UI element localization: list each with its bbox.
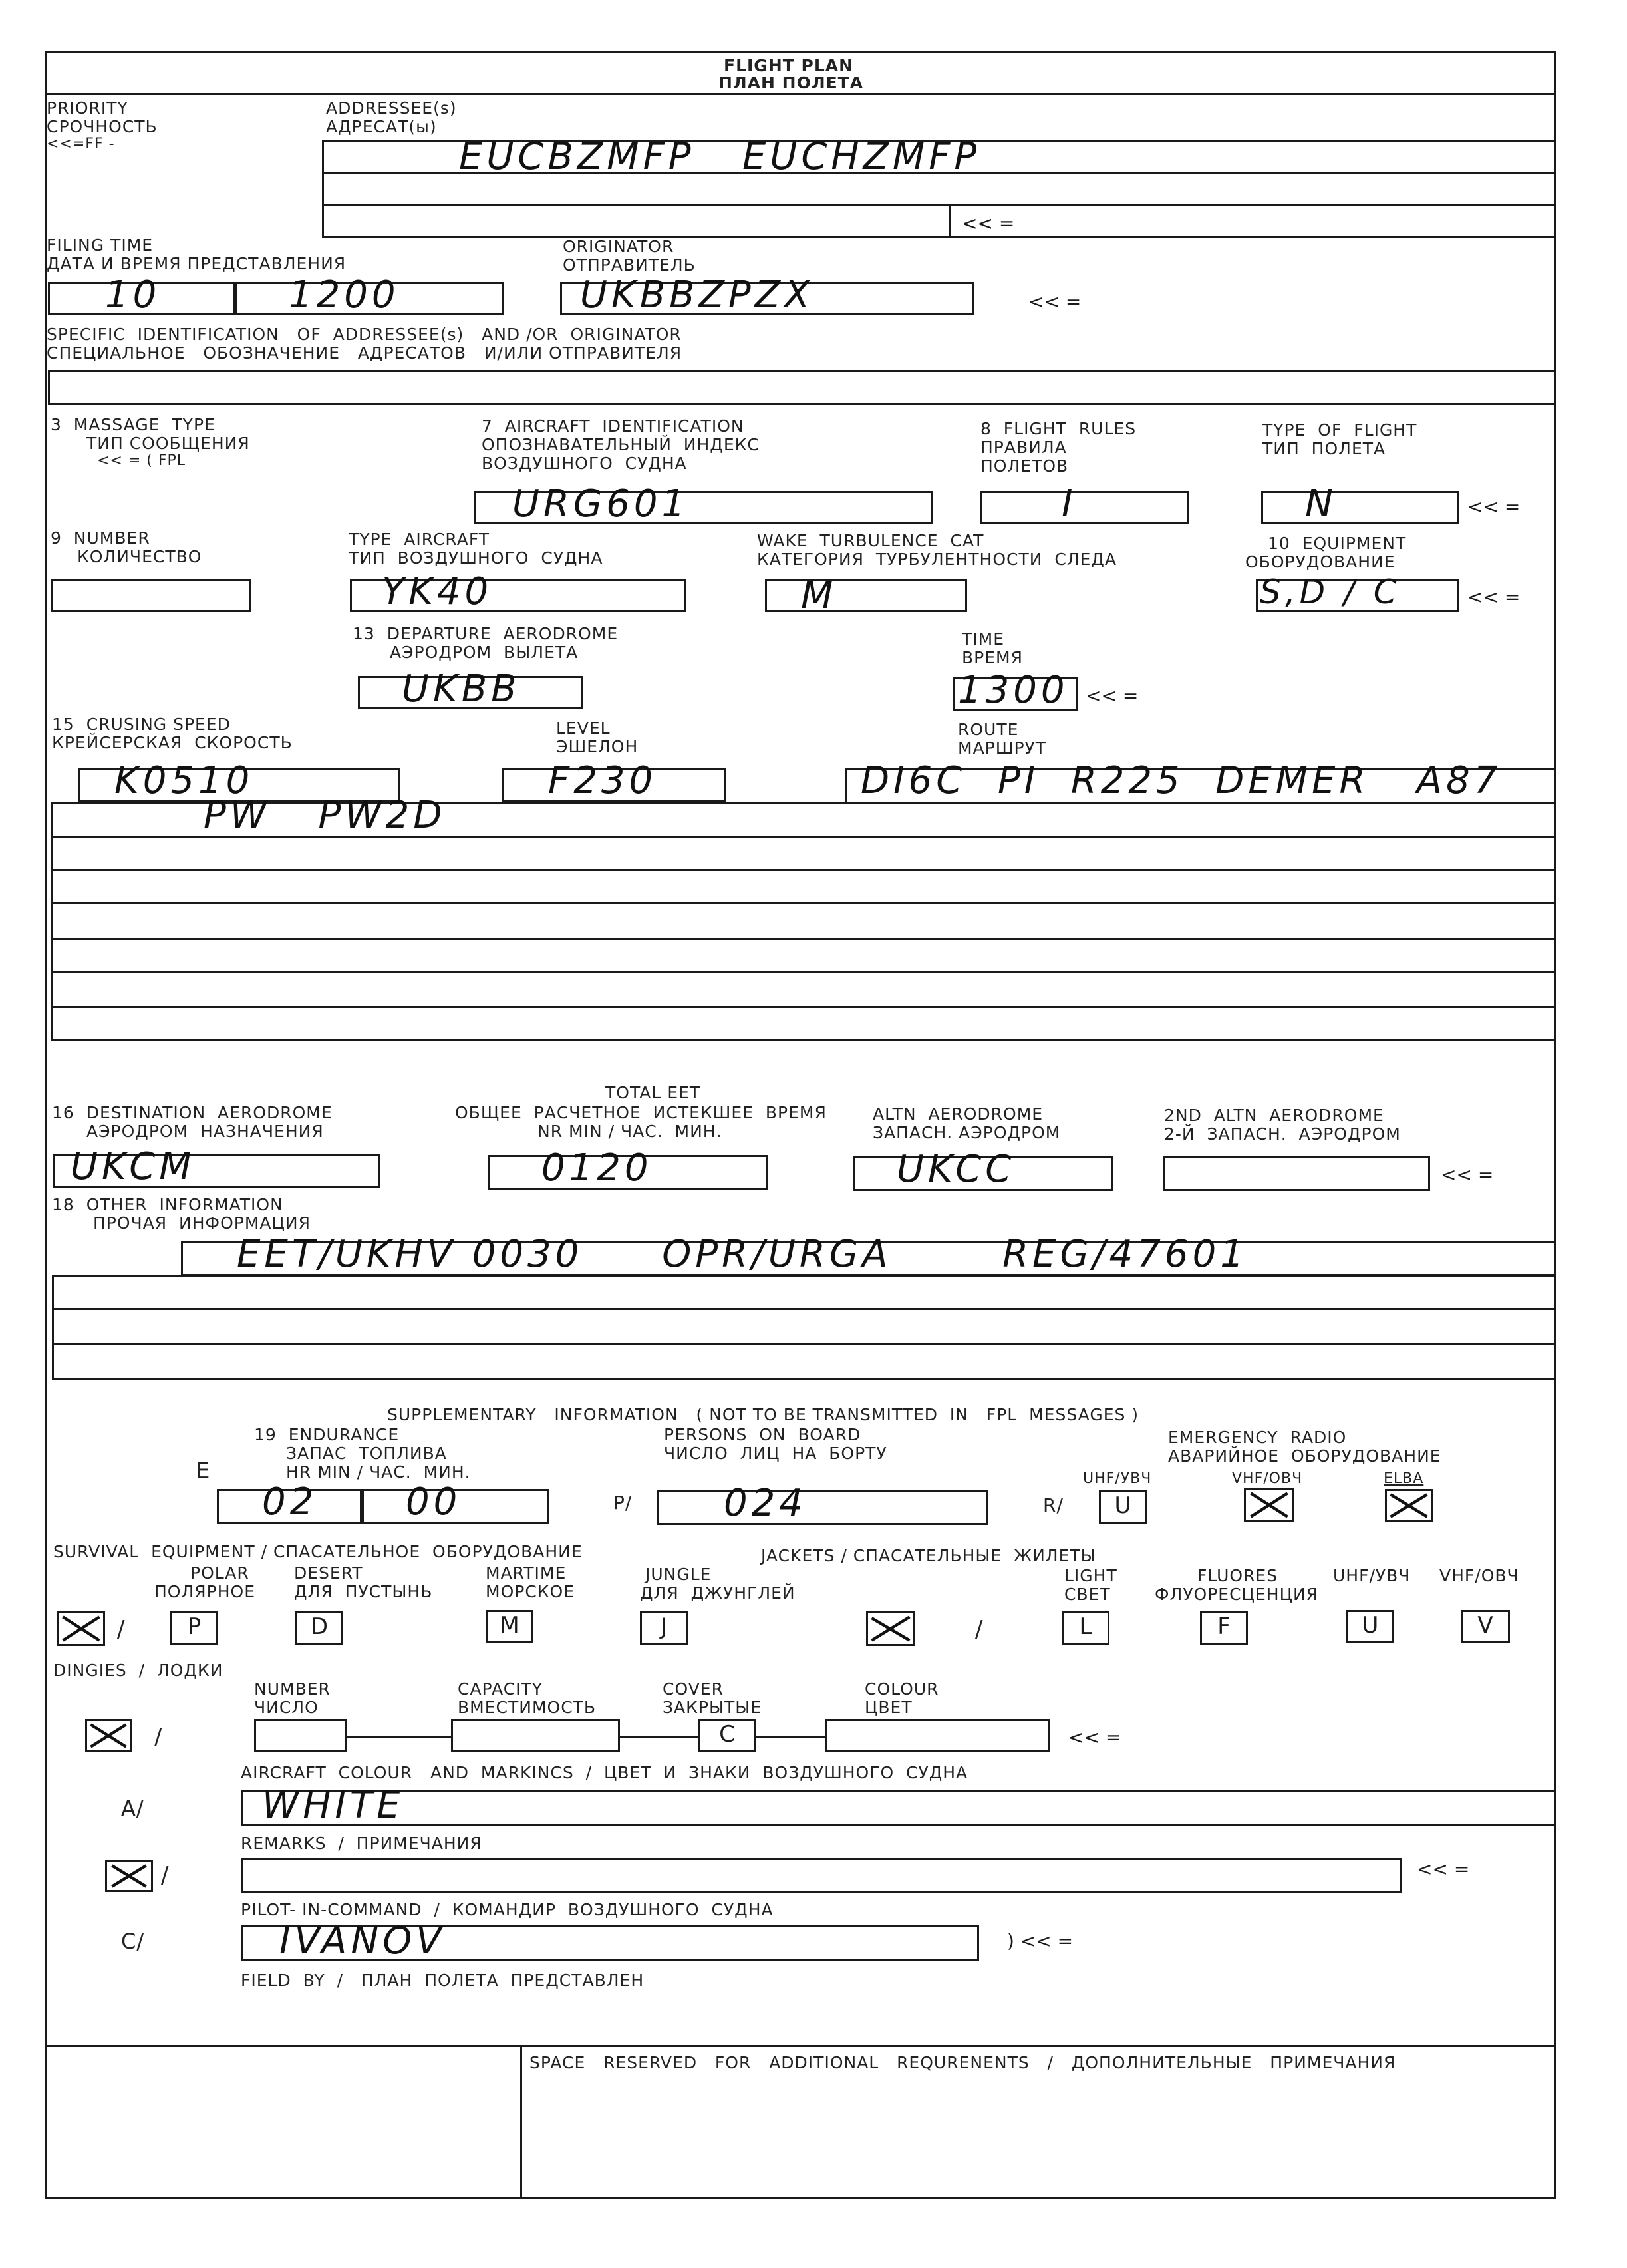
specific-id-label-ru: СПЕЦИАЛЬНОЕ ОБОЗНАЧЕНИЕ АДРЕСАТОВ И/ИЛИ ОТПРАВИТЕЛЯ	[47, 343, 682, 363]
dingies-cover-ru: ЗАКРЫТЫЕ	[663, 1698, 762, 1717]
addressee-arrow: << =	[962, 212, 1015, 234]
flight-rules-label-ru1: ПРАВИЛА	[980, 438, 1067, 457]
jackets-crossed-checkbox[interactable]	[866, 1611, 915, 1646]
space-reserved-divider	[520, 2045, 522, 2199]
cruising-label-ru: КРЕЙСЕРСКАЯ СКОРОСТЬ	[52, 733, 293, 752]
cruising-value[interactable]: K0510	[114, 759, 254, 802]
aircraft-colour-label: AIRCRAFT COLOUR AND MARKINCS / ЦВЕТ И ЗНАКИ ВОЗДУШНОГО СУДНА	[241, 1763, 968, 1782]
emergency-uhf-box[interactable]: U	[1099, 1490, 1147, 1524]
desert-label-ru: ДЛЯ ПУСТЫНЬ	[294, 1582, 433, 1601]
jackets-uhf-label: UHF/УВЧ	[1333, 1566, 1411, 1585]
other-row-line	[52, 1308, 1556, 1310]
altn-label-en: ALTN AERODROME	[873, 1104, 1044, 1124]
altn2-box[interactable]	[1163, 1156, 1430, 1191]
dingies-capacity-ru: ВМЕСТИМОСТЬ	[458, 1698, 597, 1717]
departure-value[interactable]: UKBB	[402, 667, 521, 711]
jungle-label-en: JUNGLE	[645, 1565, 712, 1584]
aircraft-colour-box[interactable]	[241, 1790, 1556, 1826]
flight-type-label-ru: ТИП ПОЛЕТА	[1262, 439, 1386, 458]
emergency-vhf-crossed-checkbox[interactable]	[1244, 1488, 1294, 1522]
destination-value[interactable]: UKCM	[71, 1145, 196, 1188]
route-row-line	[51, 902, 1556, 904]
endurance-label-sub: HR MIN / ЧАС. МИН.	[286, 1462, 471, 1482]
altn2-label-en: 2ND ALTN AERODROME	[1164, 1106, 1384, 1125]
jackets-vhf-box[interactable]: V	[1461, 1610, 1510, 1643]
route-row-line	[51, 869, 1556, 871]
altn-label-ru: ЗАПАСН. АЭРОДРОМ	[873, 1123, 1061, 1142]
flight-type-value[interactable]: N	[1305, 482, 1337, 526]
light-label-ru: СВЕТ	[1064, 1585, 1111, 1604]
other-value[interactable]: EET/UKHV 0030 OPR/URGA REG/47601	[237, 1233, 1248, 1276]
remarks-arrow: << =	[1417, 1858, 1470, 1880]
light-label-en: LIGHT	[1064, 1566, 1117, 1585]
persons-label-en: PERSONS ON BOARD	[664, 1425, 861, 1444]
dingies-slash: /	[154, 1724, 163, 1750]
altn2-arrow: << =	[1441, 1164, 1494, 1186]
equipment-arrow: << =	[1467, 586, 1521, 608]
jackets-slash: /	[975, 1616, 984, 1643]
route-box[interactable]	[51, 802, 1556, 1041]
route-row-line	[51, 836, 1556, 838]
flight-rules-label-ru2: ПОЛЕТОВ	[980, 456, 1069, 476]
dingies-connector	[756, 1736, 825, 1738]
originator-label-ru: ОТПРАВИТЕЛЬ	[563, 255, 696, 275]
cross-mark-icon	[868, 1613, 913, 1644]
endurance-prefix: E	[196, 1458, 211, 1484]
cross-mark-icon	[1387, 1491, 1431, 1520]
specific-id-label-en: SPECIFIC IDENTIFICATION OF ADDRESSEE(s) AND /OR ORIGINATOR	[47, 325, 682, 344]
filing-time-value[interactable]: 1200	[289, 273, 400, 317]
message-type-label-en: 3 MASSAGE TYPE	[51, 415, 216, 434]
route-row-line	[51, 971, 1556, 973]
desert-label-en: DESERT	[294, 1563, 363, 1583]
time-arrow: << =	[1086, 685, 1139, 707]
space-reserved-label: SPACE RESERVED FOR ADDITIONAL REQURENENTS / ДОПОЛНИТЕЛЬНЫЕ ПРИМЕЧАНИЯ	[529, 2053, 1396, 2072]
departure-label-ru: АЭРОДРОМ ВЫЛЕТА	[390, 643, 579, 662]
emergency-elba-label: ELBA	[1384, 1470, 1424, 1487]
originator-label-en: ORIGINATOR	[563, 237, 674, 256]
persons-box[interactable]	[657, 1490, 988, 1525]
cross-mark-icon	[87, 1721, 130, 1750]
wake-label-ru: КАТЕГОРИЯ ТУРБУЛЕНТНОСТИ СЛЕДА	[757, 550, 1117, 569]
route-label-ru: МАРШРУТ	[958, 738, 1047, 758]
polar-label-ru: ПОЛЯРНОЕ	[154, 1582, 255, 1601]
altn-value[interactable]: UKCC	[897, 1148, 1016, 1191]
route-line-2[interactable]: PW PW2D	[204, 794, 446, 837]
remarks-box[interactable]	[241, 1858, 1402, 1893]
other-label-ru: ПРОЧАЯ ИНФОРМАЦИЯ	[93, 1214, 311, 1233]
pilot-arrow: ) << =	[1007, 1930, 1074, 1952]
dingies-arrow: << =	[1068, 1726, 1121, 1748]
route-label-en: ROUTE	[958, 720, 1019, 739]
flight-rules-value[interactable]: I	[1062, 482, 1077, 526]
persons-label-ru: ЧИСЛО ЛИЦ НА БОРТУ	[664, 1444, 887, 1463]
route-line-1[interactable]: DI6C PI R225 DEMER A87	[861, 759, 1502, 802]
emergency-vhf-label: VHF/ОВЧ	[1232, 1470, 1303, 1487]
total-eet-value[interactable]: 0120	[541, 1146, 653, 1190]
title-en: FLIGHT PLAN	[724, 56, 854, 75]
flight-type-label-en: TYPE OF FLIGHT	[1262, 420, 1417, 440]
aircraft-colour-prefix: A/	[121, 1796, 144, 1821]
filed-by-label: FIELD BY / ПЛАН ПОЛЕТА ПРЕДСТАВЛЕН	[241, 1971, 645, 1990]
addressee-label-en: ADDRESSEE(s)	[326, 98, 457, 118]
dingies-connector	[620, 1736, 698, 1738]
remarks-slash: /	[161, 1862, 170, 1889]
addressee-box-3[interactable]	[322, 204, 951, 238]
remarks-crossed-checkbox[interactable]	[105, 1860, 153, 1892]
message-type-code: << = ( FPL	[97, 452, 186, 469]
cross-mark-icon	[107, 1862, 151, 1890]
priority-code: <<=FF -	[47, 136, 115, 152]
cross-mark-icon	[59, 1613, 103, 1644]
departure-label-en: 13 DEPARTURE AERODROME	[353, 624, 619, 643]
aircraft-colour-value[interactable]: WHITE	[262, 1784, 404, 1827]
title-ru: ПЛАН ПОЛЕТА	[718, 73, 864, 92]
aircraft-id-label-en: 7 AIRCRAFT IDENTIFICATION	[482, 416, 744, 436]
dingies-capacity-en: CAPACITY	[458, 1679, 543, 1699]
number-label-en: 9 NUMBER	[51, 528, 150, 548]
specific-id-box[interactable]	[48, 370, 1556, 405]
dingies-cover-en: COVER	[663, 1679, 724, 1699]
light-box[interactable]: L	[1062, 1611, 1109, 1645]
originator-value[interactable]: UKBBZPZX	[580, 273, 814, 317]
pilot-label: PILOT- IN-COMMAND / КОМАНДИР ВОЗДУШНОГО СУДНА	[241, 1900, 774, 1919]
jungle-label-ru: ДЛЯ ДЖУНГЛЕЙ	[640, 1583, 796, 1603]
dingies-cover-box[interactable]: C	[698, 1719, 756, 1752]
filing-time-label-ru: ДАТА И ВРЕМЯ ПРЕДСТАВЛЕНИЯ	[47, 254, 347, 273]
time-label-en: TIME	[962, 629, 1005, 649]
route-row-line	[51, 1006, 1556, 1008]
dingies-colour-ru: ЦВЕТ	[865, 1698, 913, 1717]
priority-label-ru: СРОЧНОСТЬ	[47, 117, 158, 136]
wake-label-en: WAKE TURBULENCE CAT	[757, 531, 984, 550]
other-box[interactable]	[52, 1275, 1556, 1380]
dingies-number-box[interactable]	[254, 1719, 347, 1752]
total-eet-label-ru: ОБЩЕЕ РАСЧЕТНОЕ ИСТЕКШЕЕ ВРЕМЯ	[455, 1103, 827, 1122]
equipment-label-en: 10 EQUIPMENT	[1268, 534, 1407, 553]
dingies-colour-box[interactable]	[825, 1719, 1050, 1752]
altn2-label-ru: 2-Й ЗАПАСН. АЭРОДРОМ	[1164, 1124, 1401, 1144]
number-box[interactable]	[51, 579, 251, 612]
desert-box[interactable]: D	[295, 1611, 343, 1645]
emergency-label-ru: АВАРИЙНОЕ ОБОРУДОВАНИЕ	[1168, 1446, 1441, 1466]
type-aircraft-value[interactable]: YK40	[382, 570, 493, 613]
space-reserved-top-line	[45, 2045, 1556, 2047]
endurance-label-ru: ЗАПАС ТОПЛИВА	[286, 1444, 447, 1463]
jackets-label: JACKETS / СПАСАТЕЛЬНЫЕ ЖИЛЕТЫ	[761, 1546, 1096, 1565]
dingies-number-ru: ЧИСЛО	[254, 1698, 319, 1717]
equipment-value[interactable]: S,D / C	[1260, 573, 1401, 611]
martime-label-ru: МОРСКОЕ	[486, 1582, 575, 1601]
jackets-vhf-label: VHF/ОВЧ	[1439, 1566, 1519, 1585]
other-row-line	[52, 1343, 1556, 1345]
fluores-label-en: FLUORES	[1197, 1566, 1278, 1585]
level-label-ru: ЭШЕЛОН	[556, 737, 639, 756]
destination-label-ru: АЭРОДРОМ НАЗНАЧЕНИЯ	[86, 1122, 324, 1141]
survival-label: SURVIVAL EQUIPMENT / СПАСАТЕЛЬНОЕ ОБОРУДОВАНИЕ	[53, 1542, 583, 1561]
flight-type-box[interactable]	[1261, 491, 1459, 524]
supplementary-header: SUPPLEMENTARY INFORMATION ( NOT TO BE TRANSMITTED IN FPL MESSAGES )	[387, 1405, 1139, 1424]
total-eet-label-sub: NR MIN / ЧАС. МИН.	[537, 1122, 722, 1141]
martime-box[interactable]: M	[486, 1610, 533, 1643]
persons-value[interactable]: 024	[724, 1482, 807, 1525]
equipment-label-ru: ОБОРУДОВАНИЕ	[1245, 552, 1396, 571]
emergency-uhf-label: UHF/УВЧ	[1083, 1470, 1152, 1487]
pilot-prefix: C/	[121, 1929, 145, 1954]
addressee-label-ru: АДРЕСАТ(ы)	[326, 117, 437, 136]
cruising-label-en: 15 CRUSING SPEED	[52, 715, 231, 734]
originator-arrow: << =	[1028, 291, 1082, 313]
fluores-box[interactable]: F	[1200, 1611, 1248, 1645]
dingies-capacity-box[interactable]	[451, 1719, 620, 1752]
flight-rules-label-en: 8 FLIGHT RULES	[980, 419, 1137, 438]
priority-label-en: PRIORITY	[47, 98, 128, 118]
filing-date-value[interactable]: 10	[105, 273, 161, 317]
number-label-ru: КОЛИЧЕСТВО	[77, 547, 202, 566]
dingies-label: DINGIES / ЛОДКИ	[53, 1661, 223, 1680]
aircraft-id-label-ru2: ВОЗДУШНОГО СУДНА	[482, 454, 687, 473]
fluores-label-ru: ФЛУОРЕСЦЕНЦИЯ	[1155, 1585, 1319, 1604]
endurance-min-value[interactable]: 00	[406, 1480, 462, 1524]
dingies-crossed-checkbox[interactable]	[85, 1719, 132, 1752]
message-type-label-ru: ТИП СООБЩЕНИЯ	[86, 434, 250, 453]
filing-time-label-en: FILING TIME	[47, 236, 154, 255]
route-row-line	[51, 938, 1556, 940]
survival-slash: /	[117, 1616, 126, 1643]
jungle-box[interactable]: J	[640, 1611, 688, 1645]
polar-label-en: POLAR	[190, 1563, 249, 1583]
endurance-label-en: 19 ENDURANCE	[254, 1425, 400, 1444]
emergency-label-en: EMERGENCY RADIO	[1168, 1428, 1347, 1447]
flight-rules-box[interactable]	[980, 491, 1189, 524]
time-value[interactable]: 1300	[958, 669, 1069, 712]
dingies-colour-en: COLOUR	[865, 1679, 939, 1699]
dingies-connector	[347, 1736, 451, 1738]
pilot-value[interactable]: IVANOV	[279, 1919, 446, 1963]
dingies-number-en: NUMBER	[254, 1679, 331, 1699]
jackets-uhf-box[interactable]: U	[1346, 1610, 1394, 1643]
emergency-elba-crossed-checkbox[interactable]	[1385, 1489, 1433, 1522]
title-underline	[45, 93, 1556, 95]
martime-label-en: MARTIME	[486, 1563, 567, 1583]
polar-box[interactable]: P	[170, 1611, 218, 1645]
type-aircraft-label-en: TYPE AIRCRAFT	[349, 530, 490, 549]
total-eet-label-en: TOTAL EET	[605, 1083, 701, 1102]
endurance-hr-value[interactable]: 02	[262, 1480, 318, 1524]
type-aircraft-label-ru: ТИП ВОЗДУШНОГО СУДНА	[349, 548, 603, 567]
wake-value[interactable]: M	[801, 574, 837, 617]
destination-label-en: 16 DESTINATION AERODROME	[52, 1103, 333, 1122]
cross-mark-icon	[1246, 1490, 1292, 1520]
remarks-label: REMARKS / ПРИМЕЧАНИЯ	[241, 1834, 482, 1853]
level-label-en: LEVEL	[556, 719, 611, 738]
wake-box[interactable]	[765, 579, 967, 612]
addressee-value[interactable]: EUCBZMFP EUCHZMFP	[459, 135, 981, 178]
other-label-en: 18 OTHER INFORMATION	[52, 1195, 283, 1214]
persons-prefix: P/	[613, 1492, 633, 1514]
aircraft-id-label-ru1: ОПОЗНАВАТЕЛЬНЫЙ ИНДЕКС	[482, 435, 760, 454]
flight-type-arrow: << =	[1467, 496, 1521, 518]
aircraft-id-value[interactable]: URG601	[512, 482, 690, 526]
survival-crossed-checkbox[interactable]	[57, 1611, 105, 1646]
level-value[interactable]: F230	[548, 759, 657, 802]
emergency-prefix: R/	[1043, 1494, 1064, 1516]
time-label-ru: ВРЕМЯ	[962, 648, 1023, 667]
